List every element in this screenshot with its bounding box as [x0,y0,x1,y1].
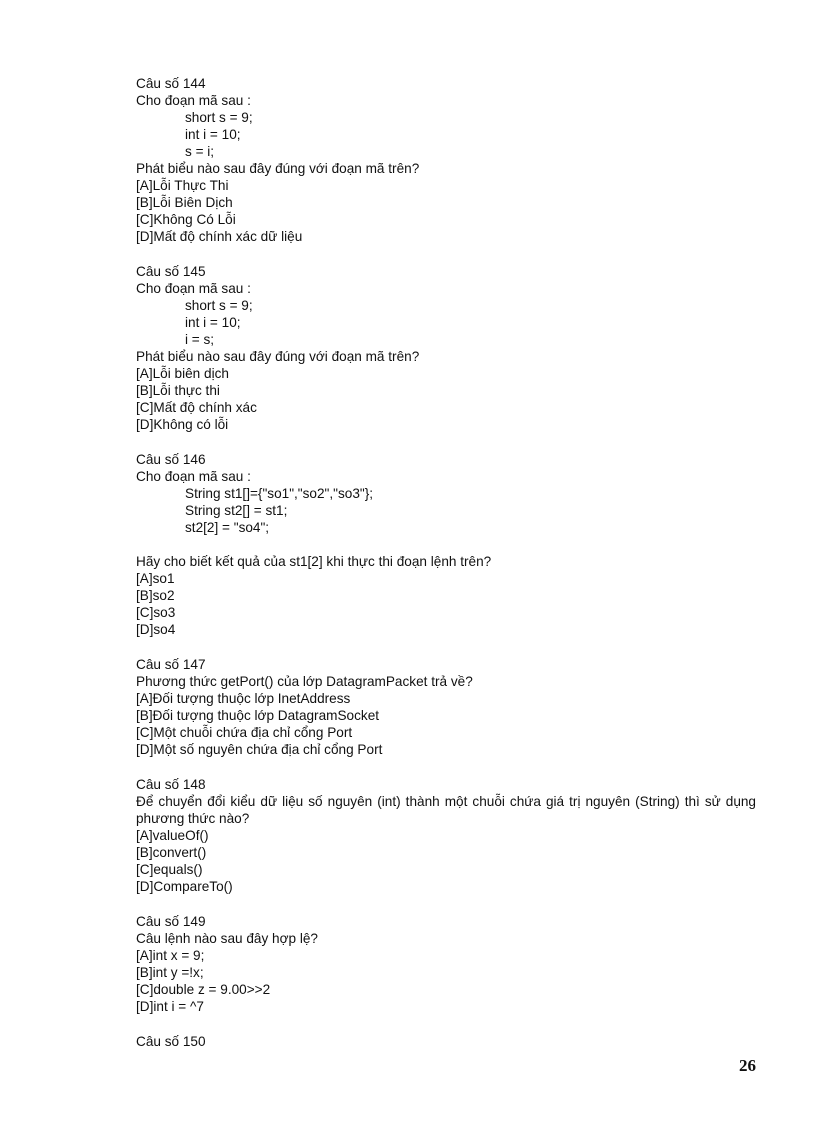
code-line: int i = 10; [185,315,241,330]
answer-option: [C]Mất độ chính xác [136,400,257,415]
answer-option: [C]Một chuỗi chứa địa chỉ cổng Port [136,725,353,740]
code-line: i = s; [185,332,215,347]
question-prompt: Phát biểu nào sau đây đúng với đoạn mã trên? [136,161,420,176]
answer-option: [D]CompareTo() [136,879,233,894]
answer-option: [C]equals() [136,862,203,877]
answer-option: [B]convert() [136,845,207,860]
blank-line [136,536,756,553]
question-block [136,1033,756,1050]
answer-option: [A]so1 [136,571,175,586]
page-number: 26 [739,1056,756,1075]
answer-option: [B]Lỗi thực thi [136,383,220,398]
question-intro: Cho đoạn mã sau : [136,93,251,108]
answer-option: [C]double z = 9.00>>2 [136,982,271,997]
code-line: short s = 9; [185,110,253,125]
question-block [136,451,756,638]
question-prompt: Để chuyển đổi kiểu dữ liệu số nguyên (int) thành một chuỗi chứa giá trị nguyên (String) thì sử dụng phương thức nào? [136,794,756,826]
question-title: Câu số 148 [136,777,206,792]
question-prompt: Phương thức getPort() của lớp DatagramPacket trả về? [136,674,473,689]
question-title: Câu số 149 [136,914,206,929]
question-title: Câu số 150 [136,1034,206,1049]
question-title: Câu số 145 [136,264,206,279]
question-prompt: Câu lệnh nào sau đây hợp lệ? [136,931,318,946]
question-title: Câu số 144 [136,76,206,91]
answer-option: [B]int y =!x; [136,965,204,980]
question-prompt: Hãy cho biết kết quả của st1[2] khi thực thi đoạn lệnh trên? [136,554,492,569]
answer-option: [D]int i = ^7 [136,999,204,1014]
question-block [136,263,756,433]
answer-option: [C]Không Có Lỗi [136,212,236,227]
answer-option: [D]Không có lỗi [136,417,229,432]
answer-option: [D]Một số nguyên chứa địa chỉ cổng Port [136,742,383,757]
answer-option: [A]Đối tượng thuộc lớp InetAddress [136,691,351,706]
code-line: String st2[] = st1; [185,503,288,518]
question-title: Câu số 147 [136,657,206,672]
question-intro: Cho đoạn mã sau : [136,469,251,484]
answer-option: [D]so4 [136,622,176,637]
question-block [136,913,756,1015]
question-block [136,776,756,895]
question-list [136,75,756,1068]
code-line: String st1[]={"so1","so2","so3"}; [185,486,374,501]
question-title: Câu số 146 [136,452,206,467]
code-line: st2[2] = "so4"; [185,520,270,535]
code-line: int i = 10; [185,127,241,142]
code-line: s = i; [185,144,215,159]
answer-option: [A]valueOf() [136,828,209,843]
question-block [136,656,756,758]
answer-option: [D]Mất độ chính xác dữ liệu [136,229,303,244]
answer-option: [A]Lỗi Thực Thi [136,178,229,193]
answer-option: [B]Đối tượng thuộc lớp DatagramSocket [136,708,380,723]
question-intro: Cho đoạn mã sau : [136,281,251,296]
answer-option: [A]Lỗi biên dịch [136,366,229,381]
answer-option: [B]Lỗi Biên Dịch [136,195,233,210]
answer-option: [B]so2 [136,588,175,603]
code-line: short s = 9; [185,298,253,313]
answer-option: [C]so3 [136,605,176,620]
question-block [136,75,756,245]
question-prompt: Phát biểu nào sau đây đúng với đoạn mã trên? [136,349,420,364]
answer-option: [A]int x = 9; [136,948,205,963]
